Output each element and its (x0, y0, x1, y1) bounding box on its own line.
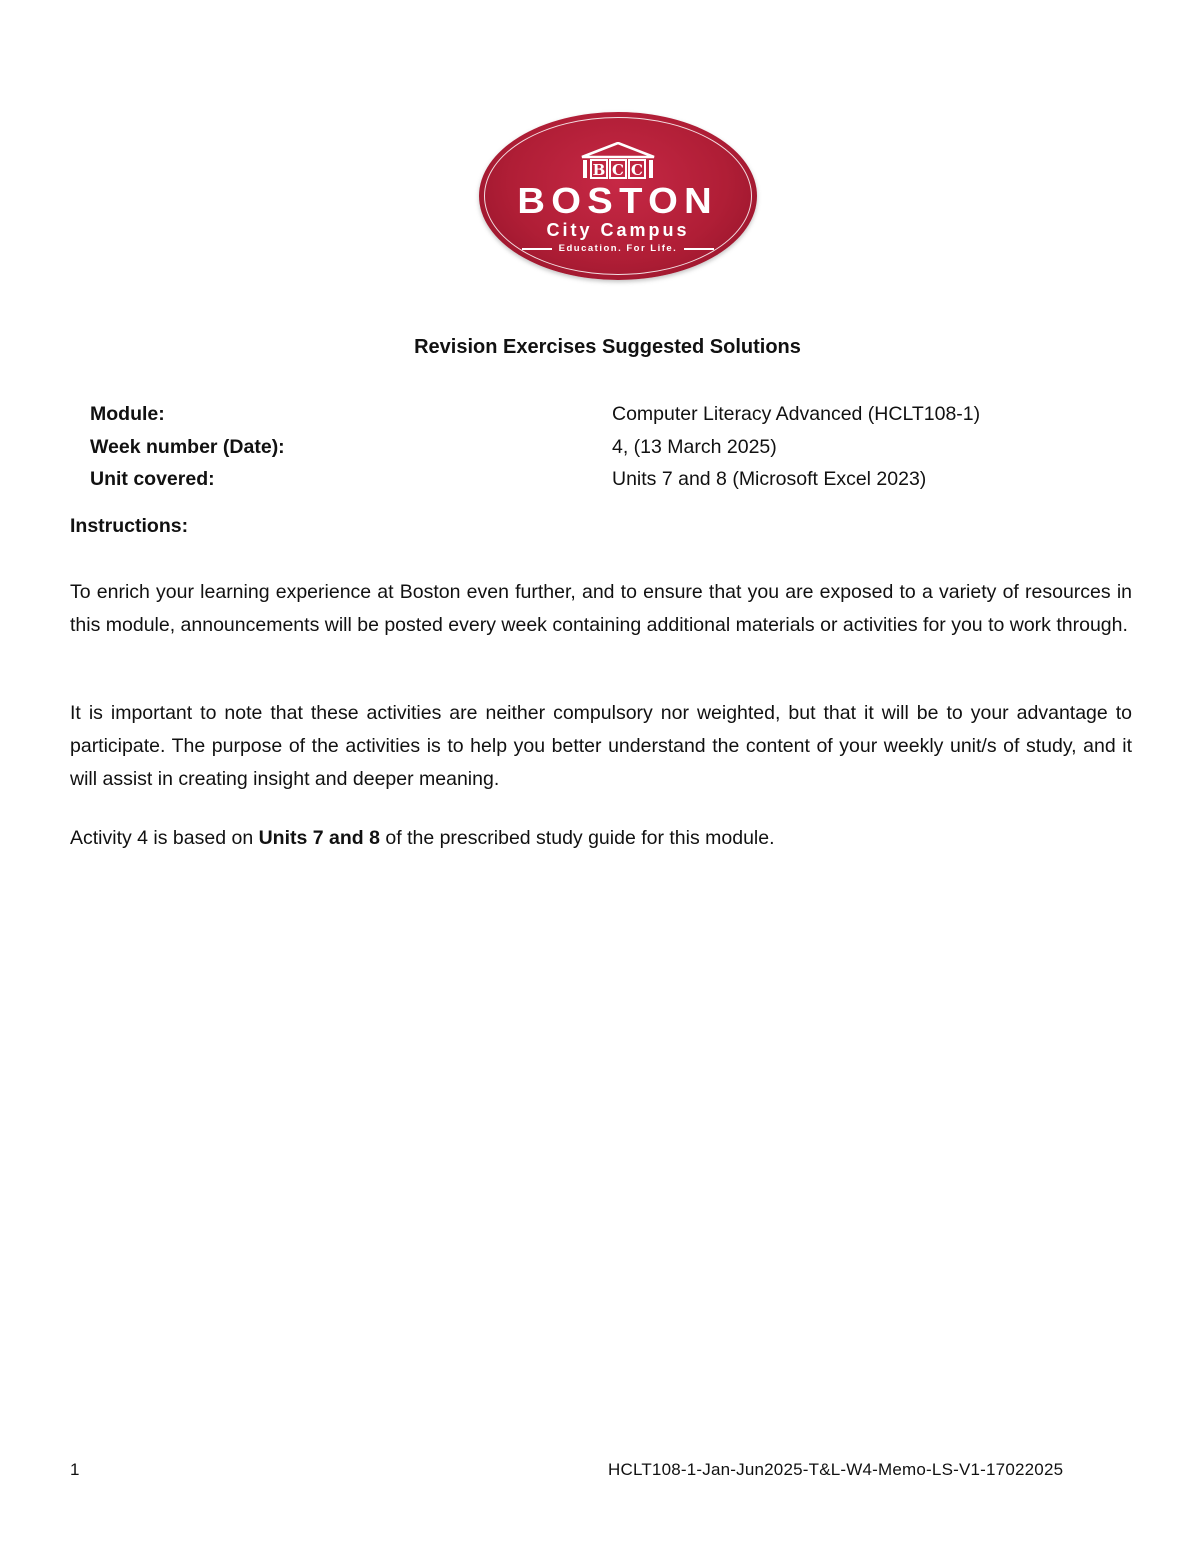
bcc-letter-b: B (592, 161, 606, 179)
unit-covered-value: Units 7 and 8 (Microsoft Excel 2023) (612, 468, 927, 490)
bcc-building-icon (574, 142, 662, 182)
paragraph-3-suffix: of the prescribed study guide for this module. (379, 827, 775, 849)
footer-document-code: HCLT108-1-Jan-Jun2025-T&L-W4-Memo-LS-V1-17022025 (608, 1460, 1064, 1479)
instructions-heading: Instructions: (70, 515, 189, 537)
week-number-label: Week number (Date): (90, 435, 285, 458)
logo-oval (479, 112, 757, 280)
footer-page-number: 1 (70, 1460, 80, 1479)
tagline-left-rule (522, 248, 552, 250)
module-label: Module: (90, 403, 165, 425)
logo-tagline-row (522, 243, 715, 254)
module-value: Computer Literacy Advanced (HCLT108-1) (612, 403, 981, 425)
logo-subtitle: City Campus (546, 220, 690, 240)
tagline-right-rule (684, 248, 714, 250)
week-number-value: 4, (13 March 2025) (612, 435, 777, 458)
module-info-table (90, 398, 1130, 496)
instructions-paragraph-1: To enrich your learning experience at Boston even further, and to ensure that you are exposed to a variety of resources in this module, announcements will be posted every week containing additional materials or activities for you to work through. (70, 581, 1132, 636)
table-row (90, 463, 1130, 496)
instructions-paragraph-3 (70, 822, 1132, 855)
instructions-paragraph-2: It is important to note that these activities are neither compulsory nor weighted, but that it will be to your advantage to participate. The purpose of the activities is to help you better understand the content of your weekly unit/s of study, and it will assist in creating insight and deeper meaning. (70, 702, 1132, 790)
table-row (90, 398, 1130, 431)
bcc-letter-c1: C (612, 161, 624, 179)
logo-tagline: Education. For Life. (558, 243, 678, 254)
paragraph-3-prefix: Activity 4 is based on (70, 827, 259, 849)
page-title: Revision Exercises Suggested Solutions (414, 336, 801, 358)
bcc-letter-c2: C (631, 161, 643, 179)
unit-covered-label: Unit covered: (90, 468, 215, 490)
table-row (90, 431, 1130, 464)
logo-name: BOSTON (517, 180, 719, 221)
boston-city-campus-logo (479, 112, 757, 280)
paragraph-3-bold-units: Units 7 and 8 (258, 827, 380, 849)
